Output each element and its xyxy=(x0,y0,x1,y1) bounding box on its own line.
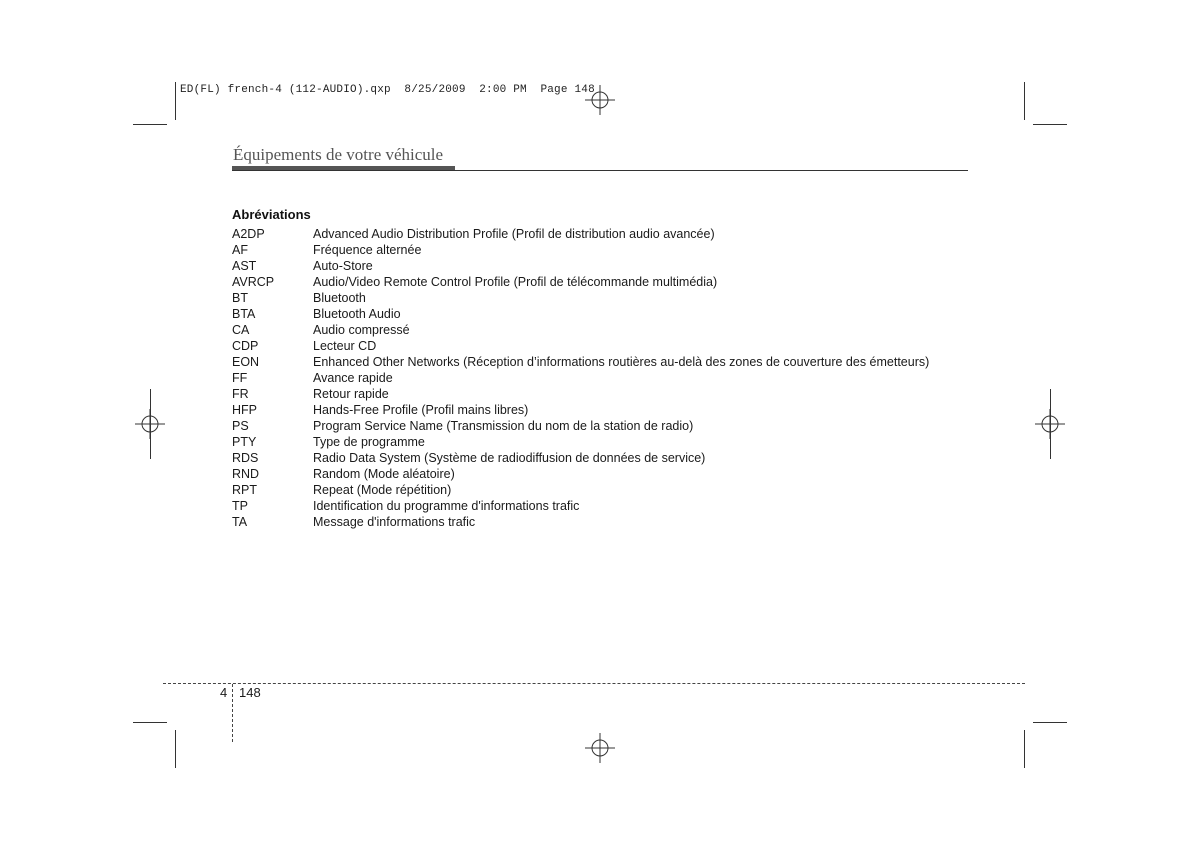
abbr-definition: Fréquence alternée xyxy=(313,243,422,257)
footer-divider xyxy=(163,683,1025,684)
list-item xyxy=(232,402,972,418)
header-rule xyxy=(232,170,968,171)
list-item xyxy=(232,466,972,482)
abbr-definition: Enhanced Other Networks (Réception d’informations routières au-delà des zones de couverture des émetteurs) xyxy=(313,355,930,369)
list-item xyxy=(232,258,972,274)
abbr-code: BTA xyxy=(232,307,256,321)
abbr-definition: Avance rapide xyxy=(313,371,393,385)
abbr-code: EON xyxy=(232,355,260,369)
abbr-code: RPT xyxy=(232,483,257,497)
abbr-code: BT xyxy=(232,291,248,305)
list-item xyxy=(232,306,972,322)
abbr-definition: Audio/Video Remote Control Profile (Profil de télécommande multimédia) xyxy=(313,275,718,289)
list-item xyxy=(232,498,972,514)
list-item xyxy=(232,482,972,498)
list-item xyxy=(232,226,972,242)
abbr-definition: Hands-Free Profile (Profil mains libres) xyxy=(313,403,529,417)
list-item xyxy=(232,514,972,530)
abbr-code: PTY xyxy=(232,435,257,449)
abbr-definition: Radio Data System (Système de radiodiffusion de données de service) xyxy=(313,451,706,465)
registration-mark-icon xyxy=(585,733,615,763)
registration-mark-icon xyxy=(585,85,615,115)
abbr-code: TA xyxy=(232,515,248,529)
abbr-code: RDS xyxy=(232,451,259,465)
abbr-code: AST xyxy=(232,259,257,273)
abbr-code: TP xyxy=(232,499,248,513)
abbr-code: CDP xyxy=(232,339,259,353)
abbr-code: HFP xyxy=(232,403,257,417)
list-item xyxy=(232,290,972,306)
list-item xyxy=(232,450,972,466)
list-item xyxy=(232,386,972,402)
list-item xyxy=(232,418,972,434)
list-item xyxy=(232,338,972,354)
abbr-code: PS xyxy=(232,419,249,433)
print-slug: ED(FL) french-4 (112-AUDIO).qxp 8/25/2009 2:00 PM Page 148 xyxy=(180,84,595,96)
abbr-code: A2DP xyxy=(232,227,265,241)
chapter-number: 4 xyxy=(220,685,228,700)
abbr-definition: Repeat (Mode répétition) xyxy=(313,483,452,497)
abbr-code: CA xyxy=(232,323,250,337)
list-item xyxy=(232,242,972,258)
abbr-definition: Lecteur CD xyxy=(313,339,377,353)
abbr-definition: Bluetooth Audio xyxy=(313,307,401,321)
section-title: Abréviations xyxy=(232,207,311,222)
abbr-definition: Program Service Name (Transmission du nom de la station de radio) xyxy=(313,419,694,433)
abbr-definition: Retour rapide xyxy=(313,387,389,401)
abbr-code: AVRCP xyxy=(232,275,275,289)
registration-line xyxy=(1050,389,1051,459)
abbr-definition: Identification du programme d'informations trafic xyxy=(313,499,580,513)
abbr-definition: Bluetooth xyxy=(313,291,366,305)
abbr-definition: Message d'informations trafic xyxy=(313,515,476,529)
abbr-definition: Advanced Audio Distribution Profile (Profil de distribution audio avancée) xyxy=(313,227,715,241)
page-number: 148 xyxy=(239,685,261,700)
abbr-code: RND xyxy=(232,467,260,481)
footer-page-divider xyxy=(232,684,233,742)
list-item xyxy=(232,274,972,290)
list-item xyxy=(232,322,972,338)
abbr-code: AF xyxy=(232,243,248,257)
abbreviation-list xyxy=(232,226,972,530)
list-item xyxy=(232,354,972,370)
abbr-definition: Auto-Store xyxy=(313,259,373,273)
abbr-definition: Audio compressé xyxy=(313,323,410,337)
page-header-title: Équipements de votre véhicule xyxy=(233,145,444,164)
abbr-code: FR xyxy=(232,387,249,401)
abbr-definition: Type de programme xyxy=(313,435,425,449)
list-item xyxy=(232,370,972,386)
list-item xyxy=(232,434,972,450)
abbr-definition: Random (Mode aléatoire) xyxy=(313,467,455,481)
registration-line xyxy=(150,389,151,459)
abbr-code: FF xyxy=(232,371,248,385)
